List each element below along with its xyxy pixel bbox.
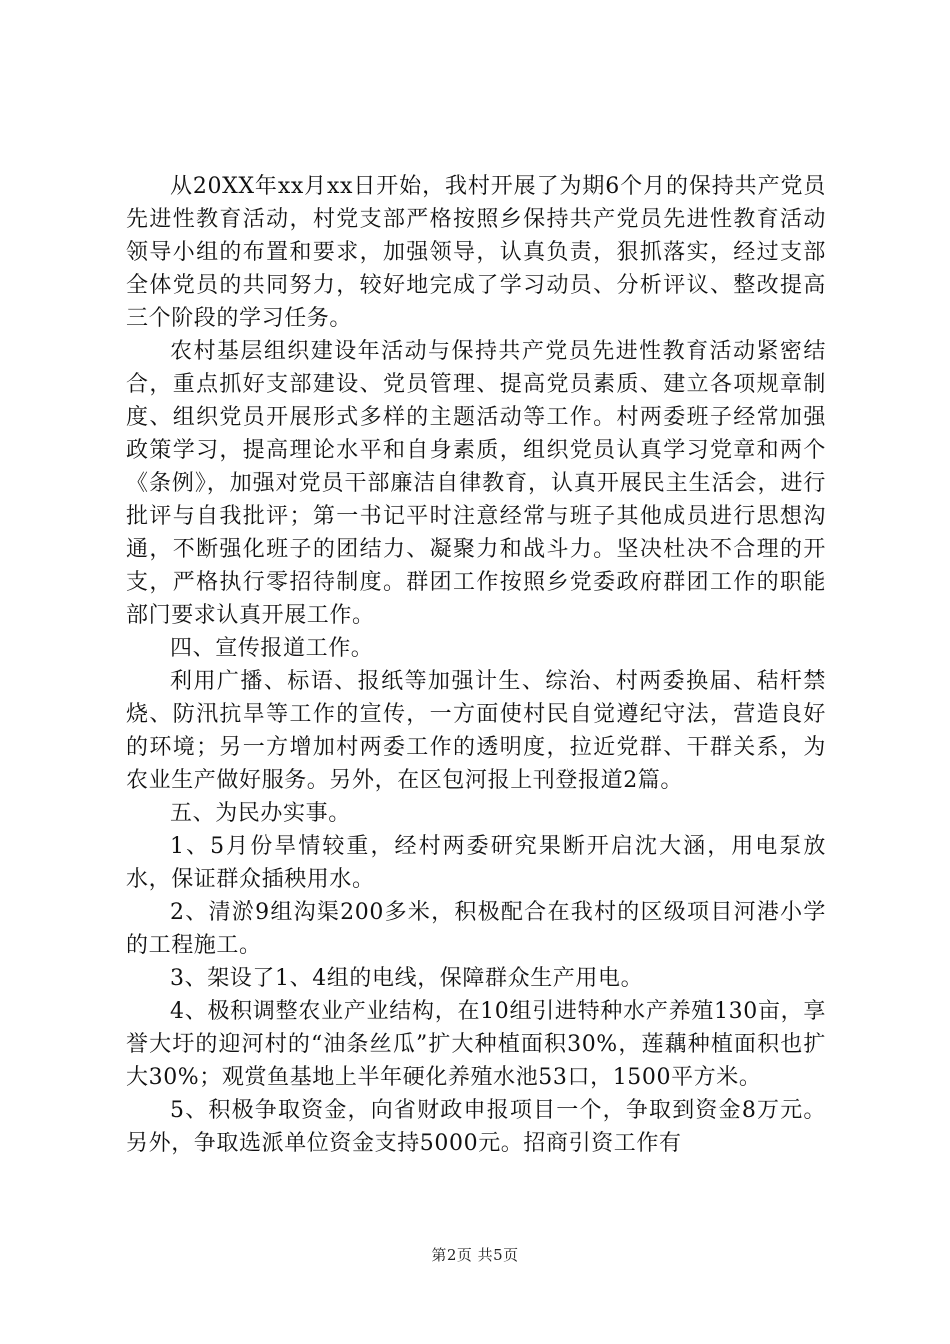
paragraph: 从20XX年xx月xx日开始，我村开展了为期6个月的保持共产党员先进性教育活动，村党支部严格按照乡保持共产党员先进性教育活动领导小组的布置和要求，加强领导，认真负责，狠抓落实，经过支部全体党员的共同努力，较好地完成了学习动员、分析评议、整改提高三个阶段的学习任务。: [126, 174, 826, 331]
page-number-footer: 第2页 共5页: [431, 1246, 519, 1264]
list-item: 2、清淤9组沟渠200多米，积极配合在我村的区级项目河港小学的工程施工。: [126, 900, 826, 958]
section-heading: 五、为民办实事。: [170, 801, 351, 826]
document-body: [126, 170, 826, 1160]
section-heading: 四、宣传报道工作。: [170, 636, 374, 661]
list-item: 5、积极争取资金，向省财政申报项目一个，争取到资金8万元。另外，争取选派单位资金支持5000元。招商引资工作有: [126, 1098, 826, 1156]
paragraph: 利用广播、标语、报纸等加强计生、综治、村两委换届、秸杆禁烧、防汛抗旱等工作的宣传，一方面使村民自觉遵纪守法，营造良好的环境；另一方增加村两委工作的透明度，拉近党群、干群关系，为农业生产做好服务。另外，在区包河报上刊登报道2篇。: [126, 669, 826, 793]
list-item: 3、架设了1、4组的电线，保障群众生产用电。: [170, 966, 644, 991]
list-item: 4、极积调整农业产业结构，在10组引进特种水产养殖130亩，享誉大圩的迎河村的“油条丝瓜”扩大种植面积30%，莲藕种植面积也扩大30%；观赏鱼基地上半年硬化养殖水池53口，1500平方米。: [126, 999, 826, 1090]
list-item: 1、5月份旱情较重，经村两委研究果断开启沈大涵，用电泵放水，保证群众插秧用水。: [126, 834, 826, 892]
paragraph: 农村基层组织建设年活动与保持共产党员先进性教育活动紧密结合，重点抓好支部建设、党员管理、提高党员素质、建立各项规章制度、组织党员开展形式多样的主题活动等工作。村两委班子经常加强政策学习，提高理论水平和自身素质，组织党员认真学习党章和两个《条例》，加强对党员干部廉洁自律教育，认真开展民主生活会，进行批评与自我批评；第一书记平时注意经常与班子其他成员进行思想沟通，不断强化班子的团结力、凝聚力和战斗力。坚决杜决不合理的开支，严格执行零招待制度。群团工作按照乡党委政府群团工作的职能部门要求认真开展工作。: [126, 339, 826, 628]
